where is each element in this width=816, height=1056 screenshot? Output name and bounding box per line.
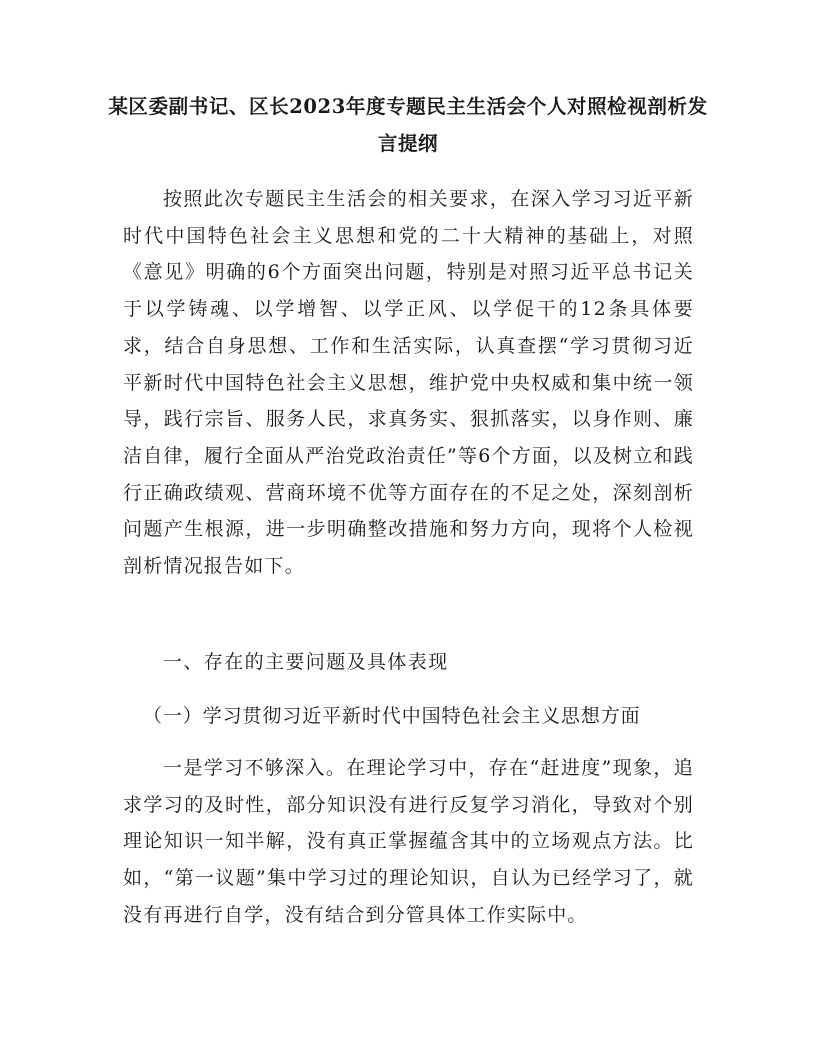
- body-paragraph: 一是学习不够深入。在理论学习中，存在“赶进度”现象，追求学习的及时性，部分知识没有进行反复学习消化，导致对个别理论知识一知半解，没有真正掌握蕴含其中的立场观点方法。比如，“第一议题”集中学习过的理论知识，自认为已经学习了，就没有再进行自学，没有结合到分管具体工作实际中。: [123, 757, 694, 926]
- document-title: 某区委副书记、区长2023年度专题民主生活会个人对照检视剖析发言提纲: [108, 95, 708, 155]
- subsection-heading: （一）学习贯彻习近平新时代中国特色社会主义思想方面: [143, 705, 641, 727]
- intro-paragraph: 按照此次专题民主生活会的相关要求，在深入学习习近平新时代中国特色社会主义思想和党的二十大精神的基础上，对照《意见》明确的6个方面突出问题，特别是对照习近平总书记关于以学铸魂、以学增智、以学正风、以学促干的12条具体要求，结合自身思想、工作和生活实际，认真查摆“学习贯彻习近平新时代中国特色社会主义思想，维护党中央权威和集中统一领导，践行宗旨、服务人民，求真务实、狠抓落实，以身作则、廉洁自律，履行全面从严治党政治责任”等6个方面，以及树立和践行正确政绩观、营商环境不优等方面存在的不足之处，深刻剖析问题产生根源，进一步明确整改措施和努力方向，现将个人检视剖析情况报告如下。: [123, 188, 694, 578]
- section-heading: 一、存在的主要问题及具体表现: [163, 651, 449, 673]
